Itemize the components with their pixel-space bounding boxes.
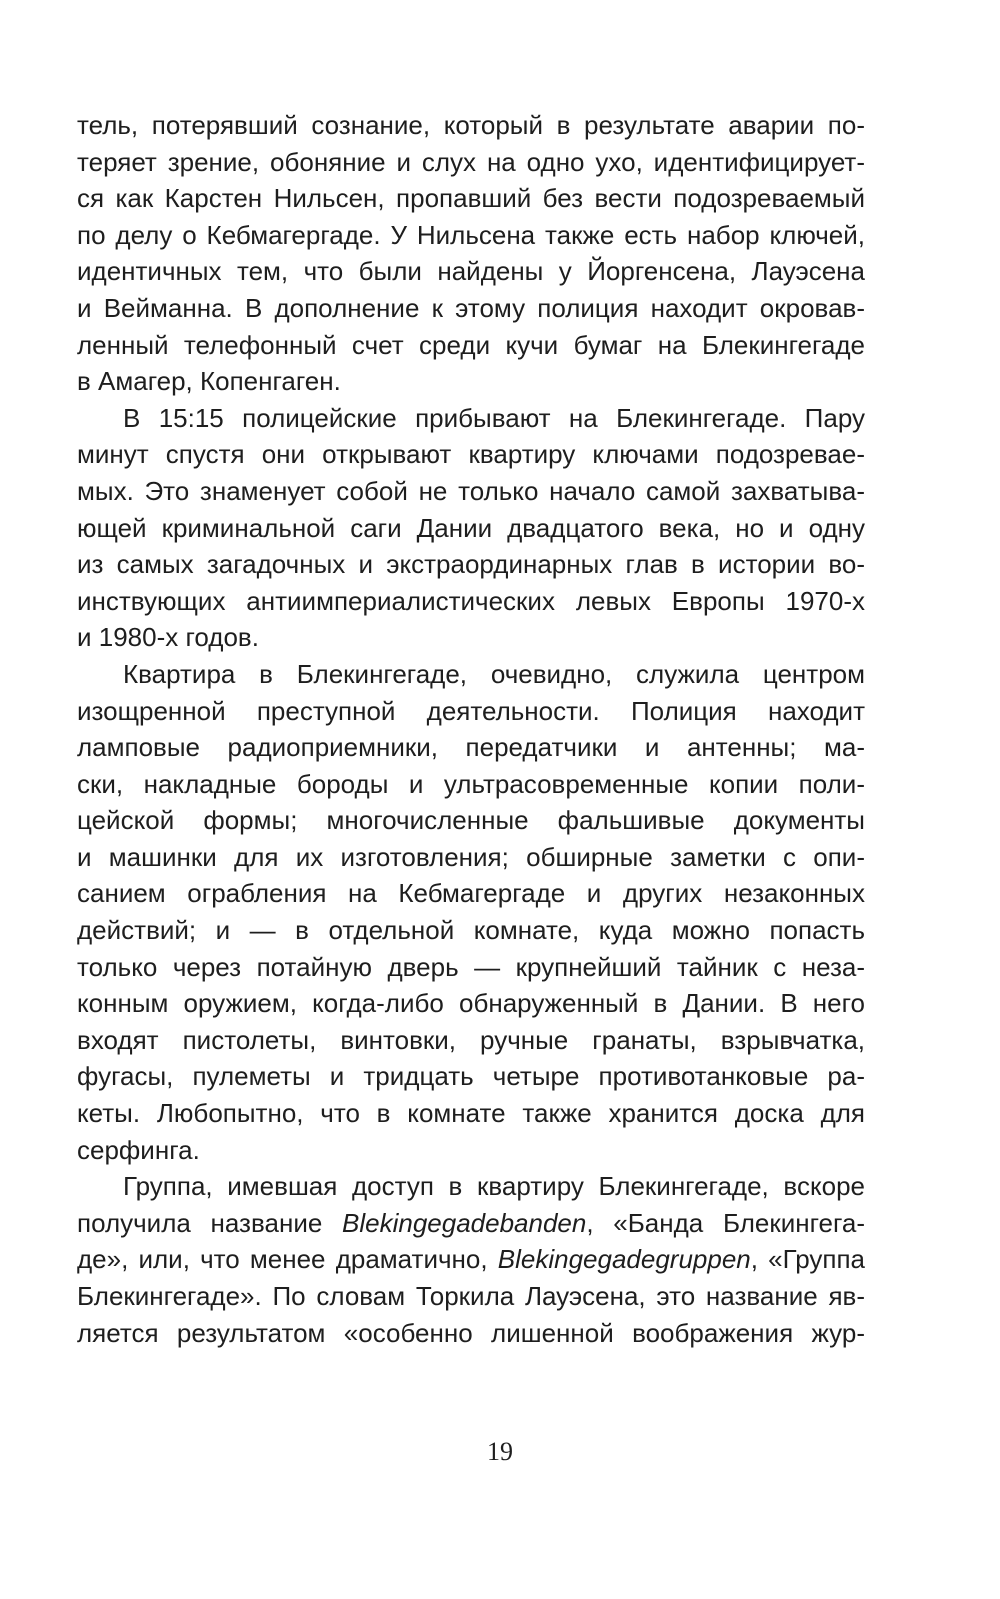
text-line: из самых загадочных и экстраординарных глав в истории во- [77,549,865,580]
text-fragment: получила название [77,1207,343,1238]
text-line: серфинга. [77,1134,200,1165]
text-line [77,1241,865,1278]
text-line: ламповые радиоприемники, передатчики и антенны; ма- [77,732,865,763]
text-line: идентичных тем, что были найдены у Йоргенсена, Лауэсена [77,256,865,287]
text-line: теряет зрение, обоняние и слух на одно ухо, идентифицирует- [77,146,865,177]
text-line: только через потайную дверь — крупнейший тайник с неза- [77,951,865,982]
text-line: и Вейманна. В дополнение к этому полиция находит окровав- [77,292,865,323]
paragraph-1 [77,107,865,400]
text-line: и 1980-х годов. [77,622,259,653]
text-line: по делу о Кебмагергаде. У Нильсена также есть набор ключей, [77,219,865,250]
italic-term: Blekingegadegruppen [497,1244,751,1275]
text-line: тель, потерявший сознание, который в результате аварии по- [77,110,865,140]
paragraph-3 [77,656,865,1168]
text-line [77,1205,865,1242]
text-line: цейской формы; многочисленные фальшивые документы [77,805,865,836]
text-line: инствующих антиимпериалистических левых Европы 1970-х [77,585,865,616]
text-line: входят пистолеты, винтовки, ручные гранаты, взрывчатка, [77,1024,865,1055]
body-text [77,107,865,1351]
text-line: конным оружием, когда-либо обнаруженный в Дании. В него [77,988,865,1019]
text-line: ски, накладные бороды и ультрасовременные копии поли- [77,768,865,799]
paragraph-2 [77,400,865,656]
text-line: Квартира в Блекингегаде, очевидно, служила центром [123,658,865,689]
text-line: минут спустя они открывают квартиру ключами подозревае- [77,439,865,470]
text-line: санием ограбления на Кебмагергаде и других незаконных [77,878,865,909]
text-line: ленный телефонный счет среди кучи бумаг на Блекингегаде [77,329,865,360]
text-fragment: , «Группа [750,1244,866,1275]
text-line: Группа, имевшая доступ в квартиру Блекингегаде, вскоре [123,1171,865,1202]
page-number: 19 [487,1437,513,1466]
text-line: Блекингегаде». По словам Торкила Лауэсена, это название яв- [77,1281,865,1311]
text-line: В 15:15 полицейские прибывают на Блекингегаде. Пару [123,402,865,433]
text-line: в Амагер, Копенгаген. [77,366,341,397]
text-line: ся как Карстен Нильсен, пропавший без вести подозреваемый [77,183,865,214]
text-fragment: де», или, что менее драматично, [77,1244,498,1275]
text-line: и машинки для их изготовления; обширные заметки с опи- [77,841,865,872]
text-line: ющей криминальной саги Дании двадцатого века, но и одну [77,512,865,543]
text-line: изощренной преступной деятельности. Полиция находит [77,695,865,726]
text-line: фугасы, пулеметы и тридцать четыре противотанковые ра- [77,1061,865,1092]
text-fragment: , «Банда Блекингега- [586,1207,866,1238]
text-line: действий; и — в отдельной комнате, куда можно попасть [77,915,865,946]
text-line: мых. Это знаменует собой не только начало самой захватыва- [77,475,865,506]
text-line: кеты. Любопытно, что в комнате также хранится доска для [77,1098,865,1129]
paragraph-4 [77,1168,865,1351]
text-line: ляется результатом «особенно лишенной воображения жур- [77,1317,865,1348]
italic-term: Blekingegadebanden [342,1207,587,1238]
